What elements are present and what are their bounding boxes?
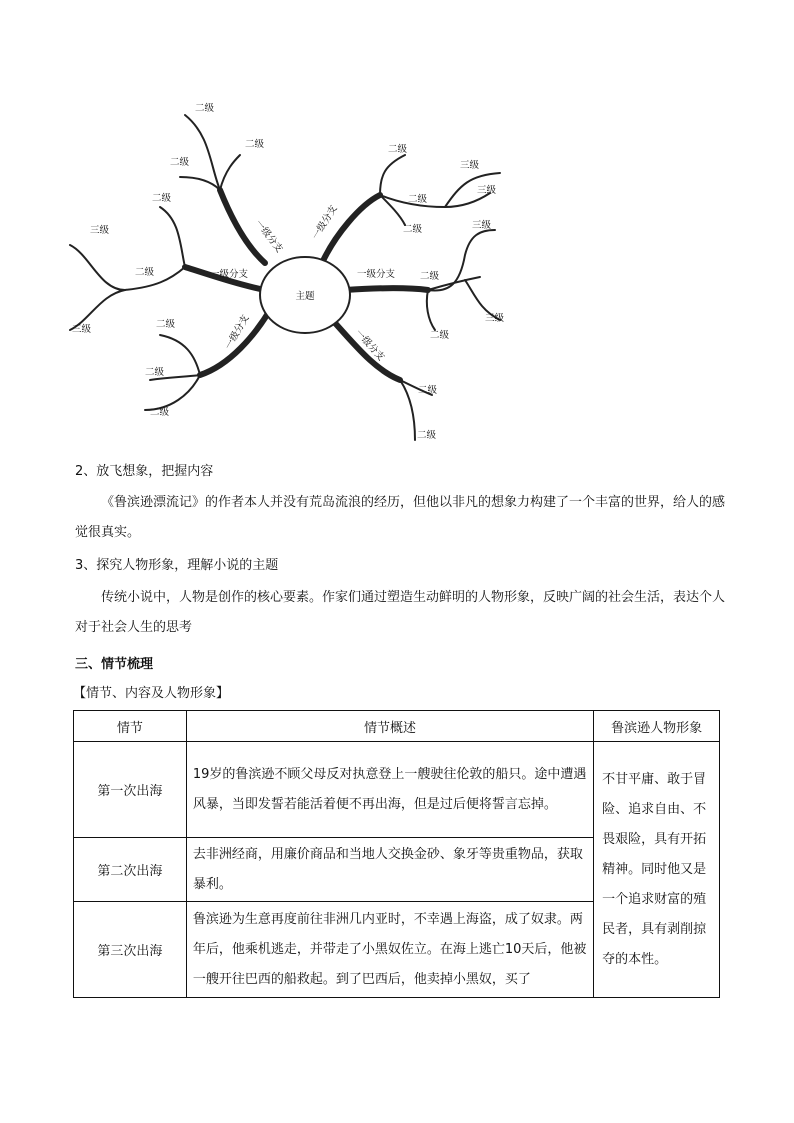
- summary-cell: 19岁的鲁滨逊不顾父母反对执意登上一艘驶往伦敦的船只。途中遭遇风暴，当即发誓若能活着便不再出海，但是过后便将誓言忘掉。: [186, 742, 593, 838]
- level3-label: 三级: [485, 313, 505, 324]
- level2-label: 二级: [430, 330, 450, 341]
- plot-cell: 第三次出海: [74, 902, 187, 998]
- level2-label: 二级: [150, 407, 170, 418]
- branch-label: 一级分支: [352, 327, 387, 364]
- level2-label: 二级: [418, 385, 438, 396]
- summary-cell: 鲁滨逊为生意再度前往非洲几内亚时，不幸遇上海盗，成了奴隶。两年后，他乘机逃走，并带走了小黑奴佐立。在海上逃亡10天后，他被一艘开往巴西的船救起。到了巴西后，他卖掉小黑奴，买了: [186, 902, 593, 998]
- character-image-cell: 不甘平庸、敢于冒险、追求自由、不畏艰险，具有开拓精神。同时他又是一个追求财富的殖民者，具有剥削掠夺的本性。: [594, 742, 720, 998]
- level2-label: 二级: [408, 194, 428, 205]
- plot-cell: 第一次出海: [74, 742, 187, 838]
- branch-label: 一级分支: [357, 269, 396, 280]
- level2-label: 二级: [420, 271, 440, 282]
- header-plot: 情节: [74, 711, 187, 742]
- section3-paragraph: 传统小说中，人物是创作的核心要素。作家们通过塑造生动鲜明的人物形象，反映广阔的社会生活，表达个人对于社会人生的思考: [75, 590, 726, 635]
- branch-label: 一级分支: [310, 203, 340, 242]
- level2-label: 二级: [156, 319, 176, 330]
- branch-label: 一级分支: [210, 269, 249, 280]
- level2-label: 二级: [245, 139, 265, 150]
- level3-label: 三级: [72, 324, 92, 335]
- branch-label: 一级分支: [252, 218, 285, 255]
- level2-label: 二级: [195, 103, 215, 114]
- table-row: [74, 742, 720, 838]
- header-image: 鲁滨逊人物形象: [594, 711, 720, 742]
- level3-label: 三级: [472, 220, 492, 231]
- header-summary: 情节概述: [186, 711, 593, 742]
- branch-label: 一级分支: [223, 313, 252, 352]
- level2-label: 二级: [152, 193, 172, 204]
- level3-label: 三级: [477, 185, 497, 196]
- section2-paragraph: 《鲁滨逊漂流记》的作者本人并没有荒岛流浪的经历，但他以非凡的想象力构建了一个丰富的世界，给人的感觉很真实。: [75, 495, 726, 540]
- section3-heading: 3、探究人物形象，理解小说的主题: [75, 558, 279, 573]
- level3-label: 三级: [460, 160, 480, 171]
- plot-cell: 第二次出海: [74, 838, 187, 902]
- plot-table: [73, 710, 720, 998]
- level3-label: 三级: [90, 225, 110, 236]
- part3-title: 三、情节梳理: [75, 657, 154, 672]
- level2-label: 二级: [388, 144, 408, 155]
- center-label: 主题: [295, 291, 315, 302]
- summary-cell: 去非洲经商，用廉价商品和当地人交换金砂、象牙等贵重物品，获取暴利。: [186, 838, 593, 902]
- level2-label: 二级: [135, 267, 155, 278]
- branch-bottom-right: [335, 323, 400, 380]
- level2-label: 二级: [170, 157, 190, 168]
- branch-right: [345, 288, 428, 290]
- table-header-row: [74, 711, 720, 742]
- part3-subtitle: 【情节、内容及人物形象】: [73, 686, 230, 701]
- level2-label: 二级: [417, 430, 437, 441]
- level2-label: 二级: [145, 367, 165, 378]
- level2-label: 二级: [403, 224, 423, 235]
- mind-map-diagram: [60, 95, 530, 455]
- section2-heading: 2、放飞想象，把握内容: [75, 464, 214, 479]
